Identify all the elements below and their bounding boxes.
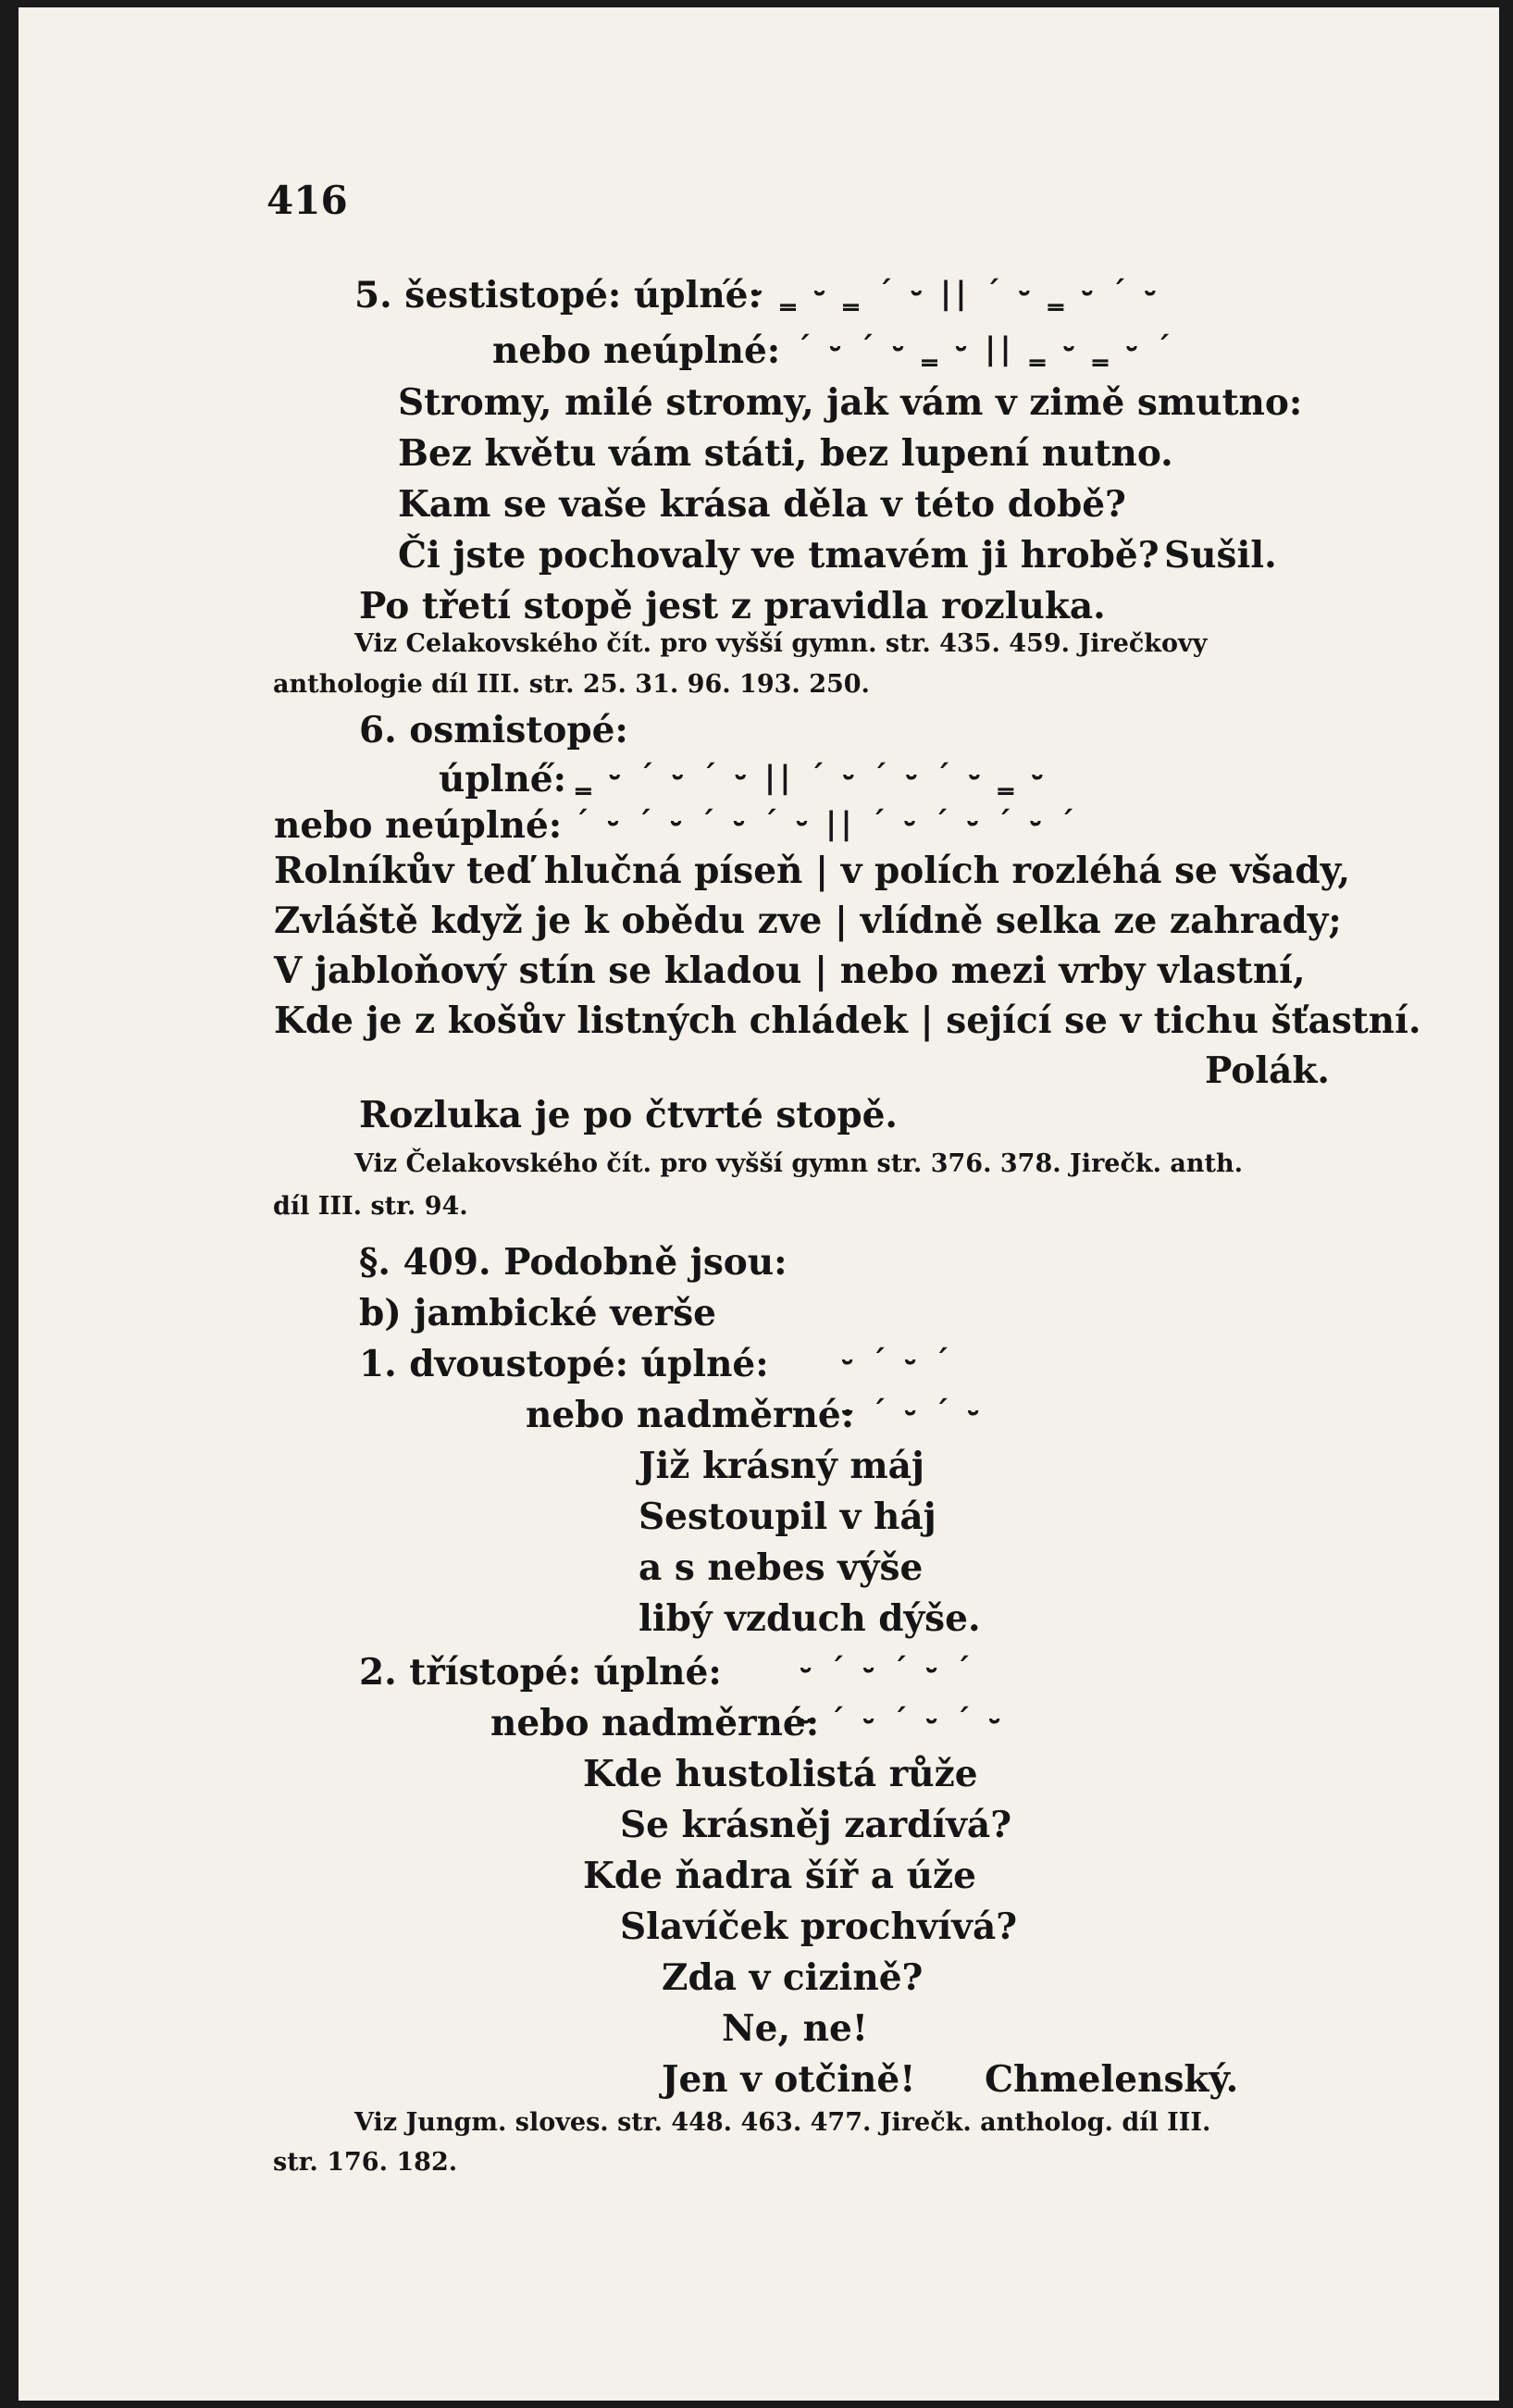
text-line: b) jambické verše (359, 1292, 716, 1334)
meter-scheme: ⏑ ´ ⏑ ´ ⏑ ´ ⏑ (800, 1703, 1004, 1740)
book-page (19, 7, 1499, 2401)
text-line: Ne, ne! (722, 2007, 868, 2050)
text-line: str. 176. 182. (273, 2148, 458, 2177)
text-line: Jen v otčině! (662, 2058, 916, 2101)
text-line: Polák. (1205, 1049, 1330, 1092)
meter-scheme: ´ ‗ ⏑ ´ ⏑ ´ ⏑ || ´ ⏑ ´ ⏑ ´ ⏑ ‗ ⏑ (541, 759, 1047, 796)
text-line: Chmelenský. (985, 2058, 1239, 2101)
text-line: Kde je z košův listných chládek | sející se v tichu šťastní. (274, 999, 1421, 1042)
text-line: libý vzduch dýše. (639, 1597, 981, 1640)
text-line: úplné: (439, 758, 567, 801)
text-line: Zda v cizině? (662, 1956, 924, 1999)
page-number: 416 (267, 178, 348, 223)
text-line: Po třetí stopě jest z pravidla rozluka. (359, 585, 1106, 627)
text-line: Kam se vaše krása děla v této době? (398, 483, 1126, 526)
text-line: Kde hustolistá růže (583, 1753, 978, 1795)
meter-scheme: ´ ⏑ ‗ ⏑ ‗ ´ ⏑ || ´ ⏑ ‗ ⏑ ´ ⏑ (717, 275, 1160, 312)
meter-scheme: ´ ⏑ ´ ⏑ ‗ ⏑ || ‗ ⏑ ‗ ⏑ ´ (796, 330, 1175, 367)
text-line: Slavíček prochvívá? (620, 1905, 1018, 1948)
text-line: Zvláště když je k obědu zve | vlídně selka ze zahrady; (274, 900, 1342, 942)
text-line: nebo neúplné: (492, 329, 781, 372)
text-line: a s nebes výše (639, 1546, 924, 1589)
text-line: §. 409. Podobně jsou: (359, 1241, 788, 1284)
text-line: nebo neúplné: (274, 804, 563, 847)
text-line: Či jste pochovaly ve tmavém ji hrobě? (398, 534, 1160, 577)
text-line: nebo nadměrné: (526, 1394, 855, 1436)
text-line: Již krásný máj (639, 1445, 925, 1487)
text-line: Viz Čelakovského čít. pro vyšší gymn str. 376. 378. Jirečk. anth. (354, 1149, 1244, 1178)
text-line: 6. osmistopé: (359, 709, 628, 751)
text-line: Kde ňadra šíř a úže (583, 1855, 976, 1897)
text-line: 1. dvoustopé: úplné: (359, 1343, 769, 1385)
text-line: Viz Jungm. sloves. str. 448. 463. 477. Jirečk. antholog. díl III. (354, 2108, 1211, 2137)
text-line: Stromy, milé stromy, jak vám v zimě smutno: (398, 381, 1303, 424)
meter-scheme: ⏑ ´ ⏑ ´ (842, 1344, 954, 1381)
text-line: Viz Celakovského čít. pro vyšší gymn. str. 435. 459. Jirečkovy (354, 629, 1208, 658)
text-line: V jabloňový stín se kladou | nebo mezi vrby vlastní, (274, 950, 1306, 992)
text-line: Sestoupil v háj (639, 1496, 936, 1538)
meter-scheme: ⏑ ´ ⏑ ´ ⏑ (842, 1395, 983, 1432)
text-line: anthologie díl III. str. 25. 31. 96. 193. 250. (273, 670, 870, 699)
text-line: díl III. str. 94. (273, 1192, 468, 1221)
meter-scheme: ⏑ ´ ⏑ ´ ⏑ ´ (800, 1652, 975, 1689)
text-line: nebo nadměrné: (490, 1702, 820, 1744)
meter-scheme: ´ ⏑ ´ ⏑ ´ ⏑ ´ ⏑ || ´ ⏑ ´ ⏑ ´ ⏑ ´ (574, 805, 1079, 842)
text-line: 5. šestistopé: úplné: (354, 274, 762, 317)
text-line: 2. třístopé: úplné: (359, 1651, 722, 1694)
text-line: Rozluka je po čtvrté stopě. (359, 1094, 898, 1136)
text-line: Sušil. (1164, 534, 1277, 577)
text-line: Rolníkův teď hlučná píseň | v polích rozléhá se všady, (274, 850, 1351, 892)
text-line: Se krásněj zardívá? (620, 1804, 1012, 1846)
text-line: Bez květu vám státi, bez lupení nutno. (398, 432, 1173, 475)
